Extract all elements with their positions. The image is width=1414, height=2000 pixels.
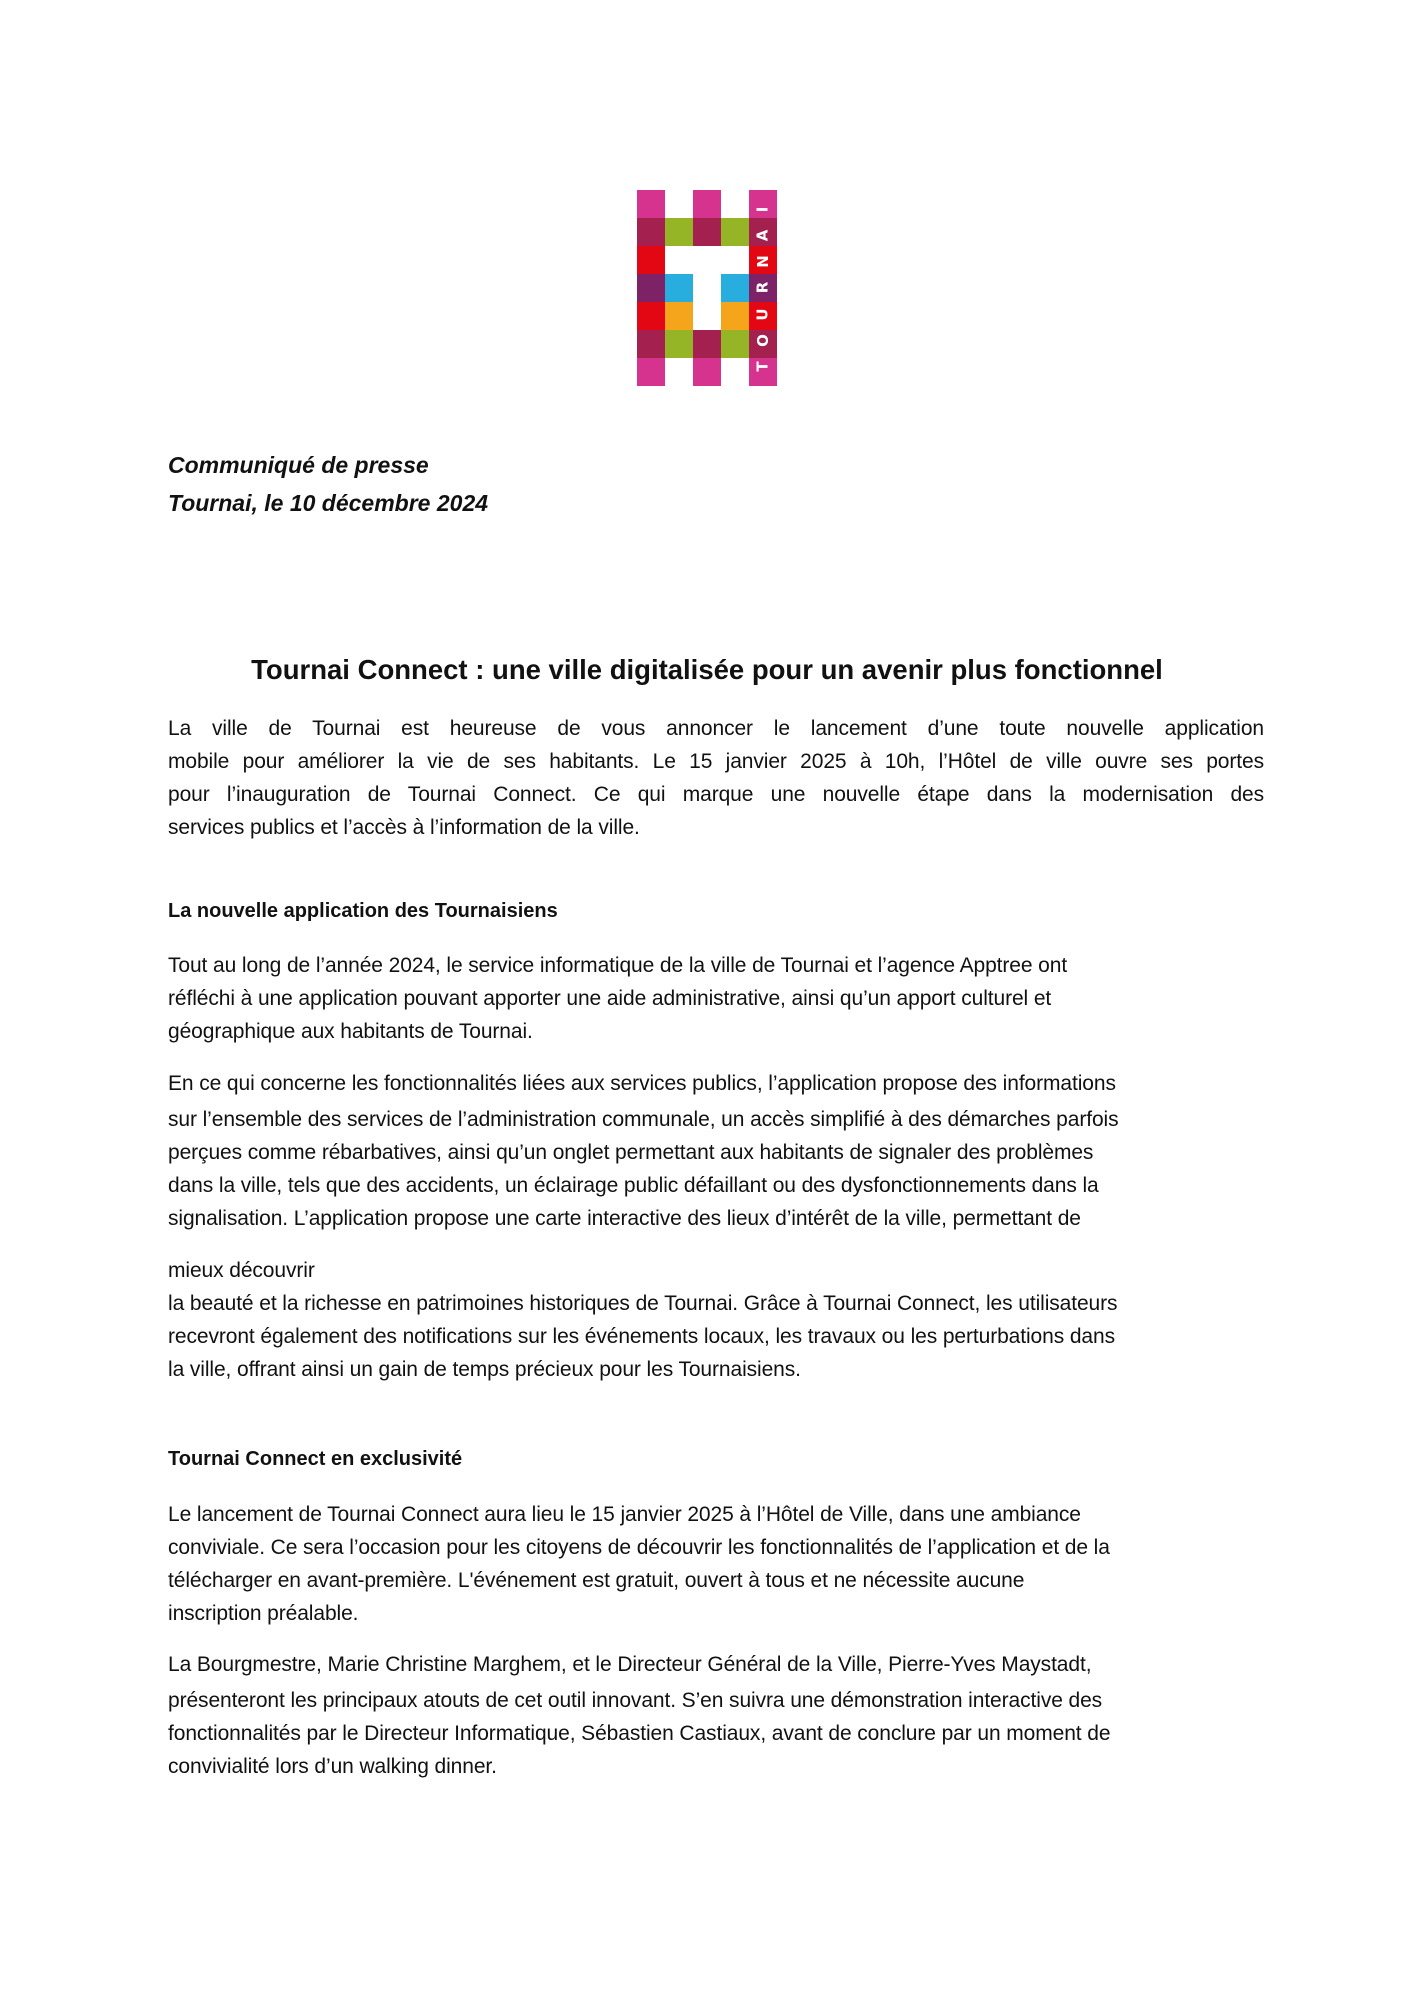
- paragraph-line: La Bourgmestre, Marie Christine Marghem, et le Directeur Général de la Ville, Pierre-Yves Maystadt,: [168, 1653, 1092, 1676]
- press-release-label: Communiqué de presse: [168, 452, 429, 478]
- intro-line: La ville de Tournai est heureuse de vous annoncer le lancement d’une toute nouvelle application: [168, 717, 1264, 740]
- logo-cell: [693, 218, 721, 246]
- logo-cell: [665, 330, 693, 358]
- tournai-logo: [637, 190, 777, 386]
- logo-cell: [637, 246, 665, 274]
- paragraph-line: convivialité lors d’un walking dinner.: [168, 1755, 497, 1778]
- paragraph-line: géographique aux habitants de Tournai.: [168, 1020, 533, 1043]
- logo-letter: A: [753, 229, 772, 242]
- paragraph-line: inscription préalable.: [168, 1602, 359, 1625]
- intro-line: mobile pour améliorer la vie de ses habitants. Le 15 janvier 2025 à 10h, l’Hôtel de ville ouvre ses portes: [168, 750, 1264, 773]
- logo-letter: O: [753, 334, 772, 347]
- logo-wordmark: [749, 190, 777, 386]
- paragraph-line: Le lancement de Tournai Connect aura lieu le 15 janvier 2025 à l’Hôtel de Ville, dans une ambiance: [168, 1503, 1081, 1526]
- logo-letter: N: [753, 255, 772, 268]
- section-heading: La nouvelle application des Tournaisiens: [168, 900, 558, 922]
- paragraph-line: recevront également des notifications sur les événements locaux, les travaux ou les perturbations dans: [168, 1325, 1115, 1348]
- page-title: Tournai Connect : une ville digitalisée pour un avenir plus fonctionnel: [251, 654, 1163, 685]
- logo-cell: [721, 330, 749, 358]
- logo-cell: [721, 218, 749, 246]
- paragraph-line: la ville, offrant ainsi un gain de temps précieux pour les Tournaisiens.: [168, 1358, 801, 1381]
- logo-cell: [665, 218, 693, 246]
- intro-line: services publics et l’accès à l’information de la ville.: [168, 816, 640, 839]
- intro-line: pour l’inauguration de Tournai Connect. Ce qui marque une nouvelle étape dans la modernisation des: [168, 783, 1264, 806]
- logo-cell: [665, 302, 693, 330]
- logo-letter: T: [753, 361, 772, 372]
- logo-cell: [637, 302, 665, 330]
- logo-cell: [721, 274, 749, 302]
- dateline: Tournai, le 10 décembre 2024: [168, 490, 489, 516]
- paragraph-line: réfléchi à une application pouvant apporter une aide administrative, ainsi qu’un apport culturel et: [168, 987, 1052, 1010]
- paragraph-line: signalisation. L’application propose une carte interactive des lieux d’intérêt de la ville, permettant de: [168, 1207, 1081, 1230]
- logo-letter: R: [753, 282, 772, 294]
- section-heading: Tournai Connect en exclusivité: [168, 1448, 463, 1470]
- logo-cell: [693, 358, 721, 386]
- logo-letter: I: [753, 206, 772, 212]
- paragraph-line: sur l’ensemble des services de l’administration communale, un accès simplifié à des démarches parfois: [168, 1108, 1119, 1131]
- logo-cell: [721, 302, 749, 330]
- paragraph-line: En ce qui concerne les fonctionnalités liées aux services publics, l’application propose des informations: [168, 1072, 1116, 1095]
- paragraph-line: la beauté et la richesse en patrimoines historiques de Tournai. Grâce à Tournai Connect, les utilisateurs: [168, 1292, 1118, 1315]
- paragraph-line: conviviale. Ce sera l’occasion pour les citoyens de découvrir les fonctionnalités de l’application et de la: [168, 1536, 1110, 1559]
- logo-cell: [693, 190, 721, 218]
- logo-cell: [637, 218, 665, 246]
- logo-cell: [693, 330, 721, 358]
- paragraph-line: Tout au long de l’année 2024, le service informatique de la ville de Tournai et l’agence Apptree ont: [168, 954, 1068, 977]
- paragraph-line: mieux découvrir: [168, 1259, 315, 1282]
- paragraph-line: dans la ville, tels que des accidents, un éclairage public défaillant ou des dysfonctionnements dans la: [168, 1174, 1099, 1197]
- logo-cell: [637, 190, 665, 218]
- logo-cell: [665, 274, 693, 302]
- paragraph-line: perçues comme rébarbatives, ainsi qu’un onglet permettant aux habitants de signaler des problèmes: [168, 1141, 1094, 1164]
- logo-cell: [637, 358, 665, 386]
- paragraph-line: télécharger en avant-première. L'événement est gratuit, ouvert à tous et ne nécessite aucune: [168, 1569, 1025, 1592]
- logo-letter: U: [753, 308, 772, 321]
- paragraph-line: présenteront les principaux atouts de cet outil innovant. S’en suivra une démonstration interactive des: [168, 1689, 1103, 1712]
- paragraph-line: fonctionnalités par le Directeur Informatique, Sébastien Castiaux, avant de conclure par un moment de: [168, 1722, 1111, 1745]
- logo-cell: [637, 330, 665, 358]
- logo-cell: [637, 274, 665, 302]
